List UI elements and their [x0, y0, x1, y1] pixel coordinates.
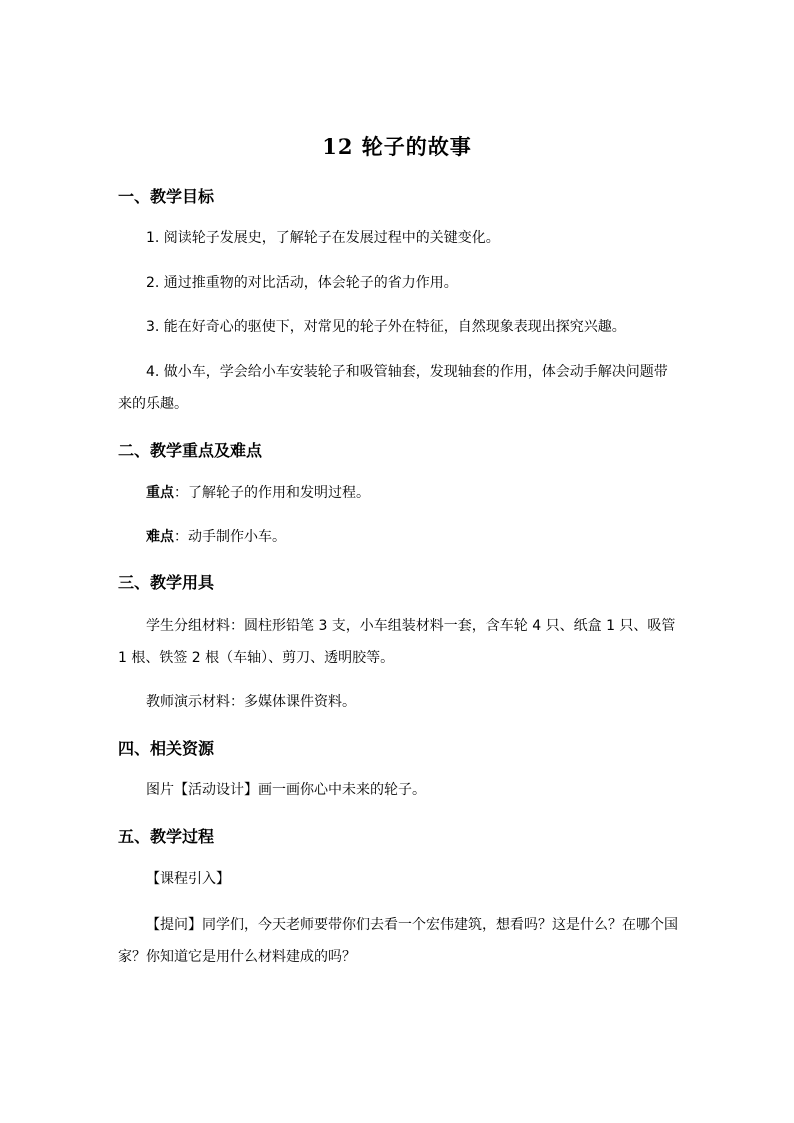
resource-item: 图片【活动设计】画一画你心中未来的轮子。: [146, 782, 426, 798]
objective-item: 4. 做小车，学会给小车安装轮子和吸管轴套，发现轴套的作用，体会动手解决问题带来的乐趣。: [118, 364, 668, 412]
difficulty-line: [118, 521, 678, 553]
section-heading-objectives: 一、教学目标: [118, 187, 215, 206]
objective-item: 2. 通过推重物的对比活动，体会轮子的省力作用。: [146, 275, 458, 291]
materials-item: 学生分组材料：圆柱形铅笔 3 支，小车组装材料一套，含车轮 4 只、纸盒 1 只、吸管 1 根、铁签 2 根（车轴）、剪刀、透明胶等。: [118, 618, 676, 666]
process-item: 【提问】同学们，今天老师要带你们去看一个宏伟建筑，想看吗？这是什么？在哪个国家？你知道它是用什么材料建成的吗？: [118, 917, 678, 965]
key-point-text: ：了解轮子的作用和发明过程。: [174, 485, 370, 501]
difficulty-label: 难点: [146, 529, 174, 545]
section-heading-materials: 三、教学用具: [118, 573, 215, 592]
key-point-label: 重点: [146, 485, 174, 501]
process-intro-label: 【课程引入】: [146, 871, 230, 887]
section-heading-process: 五、教学过程: [118, 827, 215, 846]
section-heading-key-points: 二、教学重点及难点: [118, 441, 263, 460]
key-point-line: [118, 477, 678, 509]
objective-item: 3. 能在好奇心的驱使下，对常见的轮子外在特征，自然现象表现出探究兴趣。: [146, 319, 626, 335]
document-title: 12 轮子的故事: [322, 134, 472, 159]
difficulty-text: ：动手制作小车。: [174, 529, 286, 545]
section-heading-resources: 四、相关资源: [118, 739, 215, 758]
materials-item: 教师演示材料：多媒体课件资料。: [146, 694, 356, 710]
objective-item: 1. 阅读轮子发展史，了解轮子在发展过程中的关键变化。: [146, 230, 500, 246]
